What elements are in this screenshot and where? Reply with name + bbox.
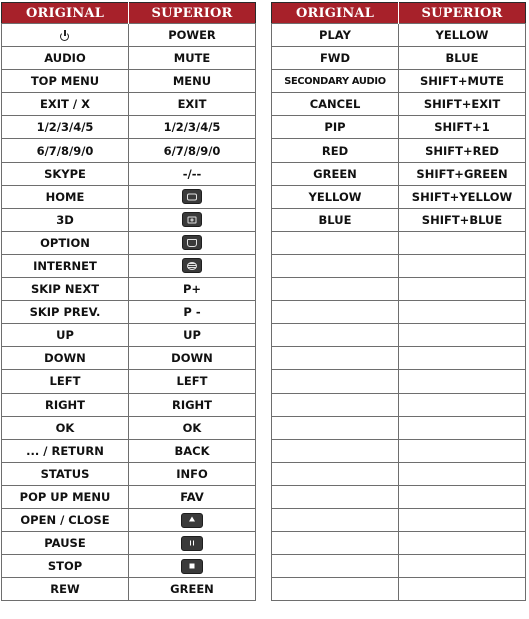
empty-cell	[272, 254, 399, 277]
original-cell: STATUS	[2, 462, 129, 485]
superior-cell: SHIFT+GREEN	[399, 162, 526, 185]
superior-cell: LEFT	[129, 370, 256, 393]
table-row	[2, 278, 256, 301]
empty-cell	[272, 578, 399, 601]
table-row	[272, 185, 526, 208]
superior-cell	[129, 208, 256, 231]
table-row	[2, 301, 256, 324]
table-row	[2, 324, 256, 347]
table-row	[2, 116, 256, 139]
superior-cell: UP	[129, 324, 256, 347]
original-cell: PIP	[272, 116, 399, 139]
eject-key-icon	[181, 513, 203, 528]
original-cell: STOP	[2, 555, 129, 578]
table-row	[272, 139, 526, 162]
table-row	[272, 208, 526, 231]
table-row	[2, 93, 256, 116]
table-row	[2, 24, 256, 47]
empty-cell	[272, 278, 399, 301]
empty-cell	[272, 324, 399, 347]
empty-cell	[399, 416, 526, 439]
table-row	[2, 162, 256, 185]
empty-cell	[399, 508, 526, 531]
table-row	[2, 532, 256, 555]
superior-cell: FAV	[129, 485, 256, 508]
empty-cell	[399, 347, 526, 370]
superior-cell: -/--	[129, 162, 256, 185]
stop-key-icon	[181, 559, 203, 574]
original-cell: HOME	[2, 185, 129, 208]
empty-row	[272, 254, 526, 277]
original-cell: SKIP NEXT	[2, 278, 129, 301]
empty-cell	[399, 278, 526, 301]
table-row	[2, 47, 256, 70]
header-original: ORIGINAL	[2, 3, 129, 24]
empty-cell	[272, 301, 399, 324]
pause-key-icon	[181, 536, 203, 551]
superior-cell: DOWN	[129, 347, 256, 370]
empty-cell	[272, 231, 399, 254]
empty-row	[272, 231, 526, 254]
original-cell: 6/7/8/9/0	[2, 139, 129, 162]
empty-row	[272, 462, 526, 485]
superior-cell	[129, 185, 256, 208]
original-cell: ... / RETURN	[2, 439, 129, 462]
original-cell: OPEN / CLOSE	[2, 508, 129, 531]
table-row	[2, 185, 256, 208]
superior-cell	[129, 254, 256, 277]
original-cell: PLAY	[272, 24, 399, 47]
empty-row	[272, 555, 526, 578]
superior-cell: MUTE	[129, 47, 256, 70]
empty-cell	[399, 301, 526, 324]
empty-cell	[272, 508, 399, 531]
original-cell: TOP MENU	[2, 70, 129, 93]
home-key-icon	[182, 189, 202, 204]
original-cell: 1/2/3/4/5	[2, 116, 129, 139]
original-cell: CANCEL	[272, 93, 399, 116]
original-cell: INTERNET	[2, 254, 129, 277]
empty-cell	[399, 485, 526, 508]
empty-cell	[399, 578, 526, 601]
empty-cell	[399, 324, 526, 347]
empty-cell	[272, 462, 399, 485]
table-row	[272, 116, 526, 139]
empty-cell	[272, 370, 399, 393]
empty-cell	[272, 555, 399, 578]
table-row	[272, 70, 526, 93]
table-row	[272, 162, 526, 185]
original-cell: SECONDARY AUDIO	[272, 70, 399, 93]
empty-cell	[272, 416, 399, 439]
original-cell: RED	[272, 139, 399, 162]
internet-key-icon	[182, 258, 202, 273]
superior-cell: YELLOW	[399, 24, 526, 47]
superior-cell: SHIFT+BLUE	[399, 208, 526, 231]
table-row	[2, 555, 256, 578]
table-row	[2, 231, 256, 254]
superior-cell: SHIFT+RED	[399, 139, 526, 162]
power-icon	[60, 30, 71, 42]
superior-cell: INFO	[129, 462, 256, 485]
empty-cell	[399, 555, 526, 578]
original-cell	[2, 24, 129, 47]
empty-cell	[272, 439, 399, 462]
header-superior: SUPERIOR	[129, 3, 256, 24]
superior-cell	[129, 555, 256, 578]
original-cell: EXIT / X	[2, 93, 129, 116]
empty-row	[272, 578, 526, 601]
empty-row	[272, 324, 526, 347]
table-row	[272, 47, 526, 70]
superior-cell	[129, 508, 256, 531]
superior-cell: P -	[129, 301, 256, 324]
table-header-row	[2, 3, 256, 24]
original-cell: POP UP MENU	[2, 485, 129, 508]
empty-row	[272, 485, 526, 508]
empty-row	[272, 393, 526, 416]
superior-cell	[129, 231, 256, 254]
superior-cell: SHIFT+YELLOW	[399, 185, 526, 208]
superior-cell: RIGHT	[129, 393, 256, 416]
empty-row	[272, 532, 526, 555]
table-row	[2, 578, 256, 601]
empty-row	[272, 370, 526, 393]
table-row	[2, 208, 256, 231]
original-cell: DOWN	[2, 347, 129, 370]
superior-cell	[129, 532, 256, 555]
table-row	[2, 485, 256, 508]
table-row	[2, 508, 256, 531]
superior-cell: 6/7/8/9/0	[129, 139, 256, 162]
empty-row	[272, 508, 526, 531]
table-row	[2, 439, 256, 462]
empty-cell	[272, 347, 399, 370]
empty-cell	[272, 532, 399, 555]
superior-cell: MENU	[129, 70, 256, 93]
original-cell: SKIP PREV.	[2, 301, 129, 324]
empty-row	[272, 278, 526, 301]
original-cell: OPTION	[2, 231, 129, 254]
original-cell: 3D	[2, 208, 129, 231]
original-cell: SKYPE	[2, 162, 129, 185]
original-cell: AUDIO	[2, 47, 129, 70]
empty-cell	[399, 370, 526, 393]
option-key-icon	[182, 235, 202, 250]
original-cell: FWD	[272, 47, 399, 70]
table-header-row	[272, 3, 526, 24]
superior-cell: BACK	[129, 439, 256, 462]
header-superior: SUPERIOR	[399, 3, 526, 24]
table-row	[2, 370, 256, 393]
empty-row	[272, 439, 526, 462]
superior-cell: BLUE	[399, 47, 526, 70]
empty-cell	[399, 462, 526, 485]
table-row	[272, 93, 526, 116]
mapping-table-right	[271, 2, 526, 601]
original-cell: RIGHT	[2, 393, 129, 416]
3d-key-icon	[182, 212, 202, 227]
table-row	[2, 347, 256, 370]
table-row	[2, 139, 256, 162]
table-row	[272, 24, 526, 47]
empty-row	[272, 347, 526, 370]
mapping-table-left	[1, 2, 256, 601]
table-row	[2, 416, 256, 439]
superior-cell: SHIFT+1	[399, 116, 526, 139]
empty-row	[272, 301, 526, 324]
empty-cell	[272, 393, 399, 416]
empty-row	[272, 416, 526, 439]
table-row	[2, 254, 256, 277]
original-cell: YELLOW	[272, 185, 399, 208]
original-cell: UP	[2, 324, 129, 347]
superior-cell: SHIFT+MUTE	[399, 70, 526, 93]
empty-cell	[399, 532, 526, 555]
original-cell: OK	[2, 416, 129, 439]
table-row	[2, 462, 256, 485]
superior-cell: POWER	[129, 24, 256, 47]
empty-cell	[399, 231, 526, 254]
superior-cell: GREEN	[129, 578, 256, 601]
header-original: ORIGINAL	[272, 3, 399, 24]
empty-cell	[399, 439, 526, 462]
table-row	[2, 393, 256, 416]
empty-cell	[399, 254, 526, 277]
superior-cell: OK	[129, 416, 256, 439]
superior-cell: 1/2/3/4/5	[129, 116, 256, 139]
original-cell: LEFT	[2, 370, 129, 393]
superior-cell: SHIFT+EXIT	[399, 93, 526, 116]
superior-cell: P+	[129, 278, 256, 301]
superior-cell: EXIT	[129, 93, 256, 116]
original-cell: GREEN	[272, 162, 399, 185]
table-row	[2, 70, 256, 93]
original-cell: BLUE	[272, 208, 399, 231]
empty-cell	[272, 485, 399, 508]
original-cell: REW	[2, 578, 129, 601]
original-cell: PAUSE	[2, 532, 129, 555]
empty-cell	[399, 393, 526, 416]
